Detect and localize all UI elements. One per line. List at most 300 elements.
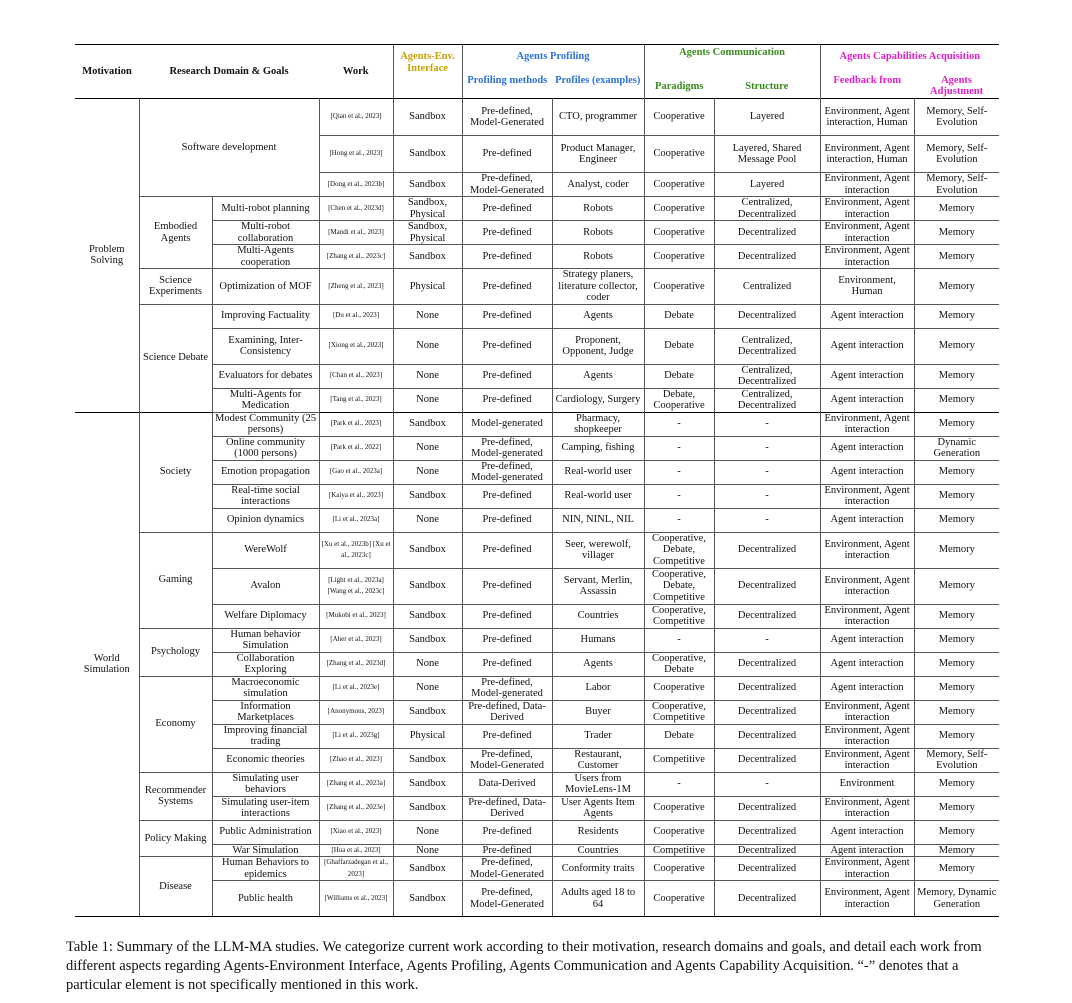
- env-cell: Physical: [393, 269, 462, 305]
- feedback-cell: Environment, Agent interaction: [820, 724, 914, 748]
- work-cell: [Chan et al., 2023]: [319, 364, 393, 388]
- structure-cell: Decentralized: [714, 881, 820, 917]
- profile-cell: Servant, Merlin, Assassin: [552, 568, 644, 604]
- domain-cell: Psychology: [139, 628, 212, 676]
- structure-cell: -: [714, 508, 820, 532]
- adjust-cell: Memory: [914, 245, 999, 269]
- structure-cell: Decentralized: [714, 844, 820, 857]
- work-cell: [Xiong et al., 2023]: [319, 328, 393, 364]
- profile-cell: Analyst, coder: [552, 173, 644, 197]
- profile-cell: Users from MovieLens-1M: [552, 772, 644, 796]
- table-row: [75, 460, 999, 484]
- table-row: [75, 412, 999, 436]
- structure-cell: Decentralized: [714, 796, 820, 820]
- feedback-cell: Environment, Human: [820, 269, 914, 305]
- paradigm-cell: Competitive: [644, 844, 714, 857]
- adjust-cell: Memory: [914, 532, 999, 568]
- env-cell: Sandbox: [393, 412, 462, 436]
- goal-cell: Public health: [212, 881, 319, 917]
- table-body: [75, 99, 999, 917]
- paradigm-cell: Cooperative: [644, 676, 714, 700]
- feedback-cell: Environment, Agent interaction: [820, 221, 914, 245]
- env-cell: Sandbox: [393, 604, 462, 628]
- work-cell: [Ghaffarzadegan et al., 2023]: [319, 857, 393, 881]
- table-row: [75, 820, 999, 844]
- structure-cell: Decentralized: [714, 652, 820, 676]
- work-cell: [Park et al., 2022]: [319, 436, 393, 460]
- work-cell: [Du et al., 2023]: [319, 304, 393, 328]
- structure-cell: Decentralized: [714, 532, 820, 568]
- profile-cell: CTO, programmer: [552, 99, 644, 136]
- domain-cell: Embodied Agents: [139, 197, 212, 269]
- paradigm-cell: Cooperative: [644, 857, 714, 881]
- paradigm-cell: Cooperative, Debate: [644, 652, 714, 676]
- profile-cell: Agents: [552, 364, 644, 388]
- work-cell: [Zheng et al., 2023]: [319, 269, 393, 305]
- env-cell: Sandbox: [393, 628, 462, 652]
- profile-cell: Buyer: [552, 700, 644, 724]
- adjust-cell: Memory: [914, 676, 999, 700]
- goal-cell: Simulating user behaviors: [212, 772, 319, 796]
- env-cell: Sandbox, Physical: [393, 221, 462, 245]
- structure-cell: Decentralized: [714, 604, 820, 628]
- method-cell: Pre-defined: [462, 628, 552, 652]
- goal-cell: Evaluators for debates: [212, 364, 319, 388]
- work-cell: [Park et al., 2023]: [319, 412, 393, 436]
- goal-cell: Modest Community (25 persons): [212, 412, 319, 436]
- structure-cell: -: [714, 460, 820, 484]
- profile-cell: User Agents Item Agents: [552, 796, 644, 820]
- method-cell: Pre-defined: [462, 136, 552, 173]
- method-cell: Pre-defined, Model-Generated: [462, 881, 552, 917]
- feedback-cell: Environment, Agent interaction, Human: [820, 136, 914, 173]
- env-cell: Sandbox: [393, 772, 462, 796]
- structure-cell: -: [714, 772, 820, 796]
- env-cell: None: [393, 676, 462, 700]
- domain-cell: Economy: [139, 676, 212, 772]
- goal-cell: Simulating user-item interactions: [212, 796, 319, 820]
- adjust-cell: Memory: [914, 388, 999, 412]
- paradigm-cell: Cooperative: [644, 820, 714, 844]
- adjust-cell: Memory: [914, 772, 999, 796]
- feedback-cell: Environment, Agent interaction: [820, 532, 914, 568]
- adjust-cell: Memory: [914, 508, 999, 532]
- feedback-cell: Environment, Agent interaction: [820, 881, 914, 917]
- method-cell: Pre-defined: [462, 568, 552, 604]
- header-paradigms: Paradigms: [655, 80, 704, 92]
- env-cell: Sandbox: [393, 173, 462, 197]
- profile-cell: Strategy planers, literature collector, coder: [552, 269, 644, 305]
- domain-cell: Gaming: [139, 532, 212, 628]
- profile-cell: Humans: [552, 628, 644, 652]
- work-cell: [Kaiya et al., 2023]: [319, 484, 393, 508]
- paradigm-cell: Debate: [644, 364, 714, 388]
- goal-cell: Optimization of MOF: [212, 269, 319, 305]
- method-cell: Pre-defined: [462, 388, 552, 412]
- paradigm-cell: Cooperative: [644, 136, 714, 173]
- work-cell: [Mandi et al., 2023]: [319, 221, 393, 245]
- adjust-cell: Memory: [914, 844, 999, 857]
- work-cell: [Aher et al., 2023]: [319, 628, 393, 652]
- table-row: [75, 328, 999, 364]
- feedback-cell: Environment: [820, 772, 914, 796]
- work-cell: [Zhang et al., 2023d]: [319, 652, 393, 676]
- header-profiling: Agents Profiling: [462, 45, 644, 75]
- table-row: [75, 508, 999, 532]
- feedback-cell: Agent interaction: [820, 628, 914, 652]
- adjust-cell: Memory: [914, 328, 999, 364]
- structure-cell: Decentralized: [714, 857, 820, 881]
- env-cell: None: [393, 820, 462, 844]
- structure-cell: Decentralized: [714, 568, 820, 604]
- goal-cell: Examining, Inter-Consistency: [212, 328, 319, 364]
- table-row: [75, 364, 999, 388]
- env-cell: None: [393, 508, 462, 532]
- feedback-cell: Agent interaction: [820, 436, 914, 460]
- adjust-cell: Memory: [914, 364, 999, 388]
- adjust-cell: Memory: [914, 269, 999, 305]
- domain-cell: Disease: [139, 857, 212, 917]
- env-cell: Sandbox: [393, 245, 462, 269]
- goal-cell: Multi-robot collaboration: [212, 221, 319, 245]
- feedback-cell: Environment, Agent interaction: [820, 245, 914, 269]
- table-row: [75, 436, 999, 460]
- adjust-cell: Memory, Self-Evolution: [914, 99, 999, 136]
- feedback-cell: Agent interaction: [820, 364, 914, 388]
- profile-cell: Countries: [552, 604, 644, 628]
- paradigm-cell: Cooperative: [644, 197, 714, 221]
- structure-cell: Decentralized: [714, 748, 820, 772]
- structure-cell: Layered: [714, 99, 820, 136]
- table-row: [75, 772, 999, 796]
- goal-cell: Avalon: [212, 568, 319, 604]
- goal-cell: Information Marketplaces: [212, 700, 319, 724]
- adjust-cell: Memory: [914, 484, 999, 508]
- table-row: [75, 532, 999, 568]
- profile-cell: Labor: [552, 676, 644, 700]
- table-row: [75, 844, 999, 857]
- header-domain: Research Domain & Goals: [139, 45, 319, 99]
- table-row: [75, 568, 999, 604]
- goal-cell: Human behavior Simulation: [212, 628, 319, 652]
- structure-cell: Layered, Shared Message Pool: [714, 136, 820, 173]
- paradigm-cell: -: [644, 484, 714, 508]
- adjust-cell: Memory: [914, 568, 999, 604]
- work-cell: [Zhang et al., 2023e]: [319, 796, 393, 820]
- work-cell: [Qian et al., 2023]: [319, 99, 393, 136]
- goal-cell: Human Behaviors to epidemics: [212, 857, 319, 881]
- summary-table: [75, 44, 999, 917]
- env-cell: Sandbox: [393, 881, 462, 917]
- work-cell: [Williams et al., 2023]: [319, 881, 393, 917]
- work-cell: [Mukobi et al., 2023]: [319, 604, 393, 628]
- structure-cell: Layered: [714, 173, 820, 197]
- header-profiling-methods: Profiling methods: [467, 74, 548, 86]
- env-cell: None: [393, 844, 462, 857]
- env-cell: None: [393, 304, 462, 328]
- paradigm-cell: Debate: [644, 328, 714, 364]
- profile-cell: Residents: [552, 820, 644, 844]
- domain-cell: Software development: [139, 99, 319, 197]
- method-cell: Pre-defined, Model-Generated: [462, 99, 552, 136]
- env-cell: Sandbox, Physical: [393, 197, 462, 221]
- env-cell: None: [393, 364, 462, 388]
- paradigm-cell: Cooperative: [644, 221, 714, 245]
- domain-cell: Society: [139, 412, 212, 532]
- goal-cell: WereWolf: [212, 532, 319, 568]
- table-row: [75, 99, 999, 136]
- header-feedback: Feedback from: [833, 74, 902, 86]
- structure-cell: -: [714, 628, 820, 652]
- adjust-cell: Memory: [914, 724, 999, 748]
- header-adjustment: Agents Adjustment: [929, 74, 984, 97]
- header-env: Agents-Env. Interface: [393, 45, 462, 99]
- motivation-cell: World Simulation: [75, 412, 139, 917]
- goal-cell: Multi-Agents for Medication: [212, 388, 319, 412]
- method-cell: Pre-defined: [462, 304, 552, 328]
- goal-cell: Multi-robot planning: [212, 197, 319, 221]
- work-cell: [Zhang et al., 2023a]: [319, 772, 393, 796]
- method-cell: Pre-defined: [462, 532, 552, 568]
- env-cell: None: [393, 388, 462, 412]
- goal-cell: Real-time social interactions: [212, 484, 319, 508]
- method-cell: Pre-defined: [462, 652, 552, 676]
- method-cell: Pre-defined: [462, 328, 552, 364]
- feedback-cell: Agent interaction: [820, 676, 914, 700]
- paradigm-cell: Cooperative: [644, 881, 714, 917]
- structure-cell: Decentralized: [714, 304, 820, 328]
- table-row: [75, 245, 999, 269]
- paradigm-cell: Cooperative: [644, 796, 714, 820]
- method-cell: Pre-defined: [462, 269, 552, 305]
- paradigm-cell: -: [644, 628, 714, 652]
- profile-cell: Agents: [552, 304, 644, 328]
- env-cell: Sandbox: [393, 748, 462, 772]
- structure-cell: Decentralized: [714, 245, 820, 269]
- domain-cell: Science Debate: [139, 304, 212, 412]
- profile-cell: Adults aged 18 to 64: [552, 881, 644, 917]
- adjust-cell: Memory, Self-Evolution: [914, 136, 999, 173]
- table-row: [75, 676, 999, 700]
- env-cell: Sandbox: [393, 700, 462, 724]
- goal-cell: Emotion propagation: [212, 460, 319, 484]
- work-cell: [Xu et al., 2023b] [Xu et al., 2023c]: [319, 532, 393, 568]
- header-structure: Structure: [714, 75, 820, 99]
- paradigm-cell: Cooperative: [644, 99, 714, 136]
- paradigm-cell: Cooperative, Debate, Competitive: [644, 568, 714, 604]
- method-cell: Pre-defined, Model-generated: [462, 676, 552, 700]
- structure-cell: Centralized, Decentralized: [714, 328, 820, 364]
- structure-cell: Centralized, Decentralized: [714, 364, 820, 388]
- method-cell: Pre-defined: [462, 724, 552, 748]
- structure-cell: -: [714, 436, 820, 460]
- structure-cell: -: [714, 484, 820, 508]
- paradigm-cell: -: [644, 412, 714, 436]
- feedback-cell: Environment, Agent interaction: [820, 412, 914, 436]
- table-row: [75, 221, 999, 245]
- table-row: [75, 484, 999, 508]
- env-cell: Physical: [393, 724, 462, 748]
- paradigm-cell: Debate, Cooperative: [644, 388, 714, 412]
- profile-cell: Countries: [552, 844, 644, 857]
- profile-cell: Robots: [552, 221, 644, 245]
- profile-cell: Conformity traits: [552, 857, 644, 881]
- header-work: Work: [319, 45, 393, 99]
- method-cell: Pre-defined: [462, 197, 552, 221]
- structure-cell: Decentralized: [714, 221, 820, 245]
- goal-cell: Public Administration: [212, 820, 319, 844]
- domain-cell: Science Experiments: [139, 269, 212, 305]
- work-cell: [Li et al., 2023g]: [319, 724, 393, 748]
- paradigm-cell: Cooperative: [644, 245, 714, 269]
- adjust-cell: Memory, Self-Evolution: [914, 748, 999, 772]
- structure-cell: Centralized, Decentralized: [714, 388, 820, 412]
- work-cell: [Hua et al., 2023]: [319, 844, 393, 857]
- header-motivation: Motivation: [75, 45, 139, 99]
- work-cell: [Anonymous, 2023]: [319, 700, 393, 724]
- structure-cell: Decentralized: [714, 724, 820, 748]
- paradigm-cell: Competitive: [644, 748, 714, 772]
- method-cell: Pre-defined, Model-generated: [462, 460, 552, 484]
- feedback-cell: Environment, Agent interaction: [820, 604, 914, 628]
- adjust-cell: Memory: [914, 628, 999, 652]
- table-caption: Table 1: Summary of the LLM-MA studies. We categorize current work according to their motivation, research domains and goals, and detail each work from different aspects regarding Agents-Environment Interface, Agents Profiling, Agents Communication and Agents Capability Acquisition. “-” denotes that a particular element is not specifically mentioned in this work.: [66, 939, 982, 993]
- table-row: [75, 700, 999, 724]
- table-row: [75, 388, 999, 412]
- adjust-cell: Memory: [914, 221, 999, 245]
- paradigm-cell: Cooperative: [644, 269, 714, 305]
- paradigm-cell: Debate: [644, 304, 714, 328]
- env-cell: Sandbox: [393, 136, 462, 173]
- adjust-cell: Memory, Self-Evolution: [914, 173, 999, 197]
- adjust-cell: Memory, Dynamic Generation: [914, 881, 999, 917]
- profile-cell: Pharmacy, shopkeeper: [552, 412, 644, 436]
- method-cell: Pre-defined: [462, 508, 552, 532]
- method-cell: Pre-defined: [462, 820, 552, 844]
- method-cell: Data-Derived: [462, 772, 552, 796]
- motivation-cell: Problem Solving: [75, 99, 139, 413]
- feedback-cell: Agent interaction: [820, 844, 914, 857]
- work-cell: [Li et al., 2023e]: [319, 676, 393, 700]
- header-profiles: Profiles (examples): [552, 75, 644, 99]
- method-cell: Pre-defined: [462, 844, 552, 857]
- goal-cell: Improving financial trading: [212, 724, 319, 748]
- method-cell: Pre-defined: [462, 245, 552, 269]
- feedback-cell: Agent interaction: [820, 388, 914, 412]
- env-cell: Sandbox: [393, 532, 462, 568]
- feedback-cell: Environment, Agent interaction: [820, 568, 914, 604]
- adjust-cell: Memory: [914, 700, 999, 724]
- env-cell: Sandbox: [393, 568, 462, 604]
- table-row: [75, 748, 999, 772]
- feedback-cell: Environment, Agent interaction: [820, 484, 914, 508]
- table-row: [75, 269, 999, 305]
- method-cell: Pre-defined, Model-Generated: [462, 748, 552, 772]
- structure-cell: Centralized: [714, 269, 820, 305]
- table-row: [75, 652, 999, 676]
- structure-cell: -: [714, 412, 820, 436]
- work-cell: [Zhang et al., 2023c]: [319, 245, 393, 269]
- profile-cell: Robots: [552, 197, 644, 221]
- goal-cell: Economic theories: [212, 748, 319, 772]
- table-row: [75, 197, 999, 221]
- header-communication: Agents Communication: [644, 45, 820, 75]
- table-row: [75, 857, 999, 881]
- method-cell: Pre-defined, Data-Derived: [462, 700, 552, 724]
- profile-cell: Restaurant, Customer: [552, 748, 644, 772]
- feedback-cell: Environment, Agent interaction: [820, 197, 914, 221]
- feedback-cell: Environment, Agent interaction: [820, 796, 914, 820]
- paradigm-cell: Cooperative: [644, 173, 714, 197]
- adjust-cell: Memory: [914, 604, 999, 628]
- work-cell: [Hong et al., 2023]: [319, 136, 393, 173]
- table-row: [75, 796, 999, 820]
- goal-cell: Welfare Diplomacy: [212, 604, 319, 628]
- method-cell: Pre-defined, Model-Generated: [462, 173, 552, 197]
- env-cell: None: [393, 436, 462, 460]
- goal-cell: Collaboration Exploring: [212, 652, 319, 676]
- method-cell: Pre-defined: [462, 604, 552, 628]
- goal-cell: Opinion dynamics: [212, 508, 319, 532]
- structure-cell: Decentralized: [714, 700, 820, 724]
- goal-cell: War Simulation: [212, 844, 319, 857]
- paradigm-cell: -: [644, 772, 714, 796]
- method-cell: Pre-defined: [462, 221, 552, 245]
- paradigm-cell: Cooperative, Competitive: [644, 604, 714, 628]
- feedback-cell: Agent interaction: [820, 820, 914, 844]
- env-cell: Sandbox: [393, 484, 462, 508]
- work-cell: [Light et al., 2023a] [Wang et al., 2023c]: [319, 568, 393, 604]
- profile-cell: Product Manager, Engineer: [552, 136, 644, 173]
- profile-cell: Robots: [552, 245, 644, 269]
- feedback-cell: Agent interaction: [820, 304, 914, 328]
- method-cell: Pre-defined, Data-Derived: [462, 796, 552, 820]
- adjust-cell: Memory: [914, 460, 999, 484]
- feedback-cell: Environment, Agent interaction: [820, 748, 914, 772]
- profile-cell: Trader: [552, 724, 644, 748]
- work-cell: [Li et al., 2023a]: [319, 508, 393, 532]
- paradigm-cell: Debate: [644, 724, 714, 748]
- method-cell: Model-generated: [462, 412, 552, 436]
- adjust-cell: Memory: [914, 857, 999, 881]
- adjust-cell: Memory: [914, 197, 999, 221]
- domain-cell: Recommender Systems: [139, 772, 212, 820]
- method-cell: Pre-defined, Model-generated: [462, 436, 552, 460]
- work-cell: [Xiao et al., 2023]: [319, 820, 393, 844]
- adjust-cell: Dynamic Generation: [914, 436, 999, 460]
- feedback-cell: Agent interaction: [820, 508, 914, 532]
- adjust-cell: Memory: [914, 304, 999, 328]
- work-cell: [Gao et al., 2023a]: [319, 460, 393, 484]
- work-cell: [Chen et al., 2023d]: [319, 197, 393, 221]
- work-cell: [Dong et al., 2023b]: [319, 173, 393, 197]
- method-cell: Pre-defined, Model-Generated: [462, 857, 552, 881]
- env-cell: Sandbox: [393, 796, 462, 820]
- env-cell: None: [393, 652, 462, 676]
- profile-cell: Camping, fishing: [552, 436, 644, 460]
- env-cell: Sandbox: [393, 99, 462, 136]
- profile-cell: Proponent, Opponent, Judge: [552, 328, 644, 364]
- adjust-cell: Memory: [914, 652, 999, 676]
- goal-cell: Multi-Agents cooperation: [212, 245, 319, 269]
- paradigm-cell: Cooperative, Competitive: [644, 700, 714, 724]
- table-row: [75, 724, 999, 748]
- env-cell: Sandbox: [393, 857, 462, 881]
- method-cell: Pre-defined: [462, 484, 552, 508]
- structure-cell: Decentralized: [714, 676, 820, 700]
- goal-cell: Improving Factuality: [212, 304, 319, 328]
- profile-cell: Real-world user: [552, 484, 644, 508]
